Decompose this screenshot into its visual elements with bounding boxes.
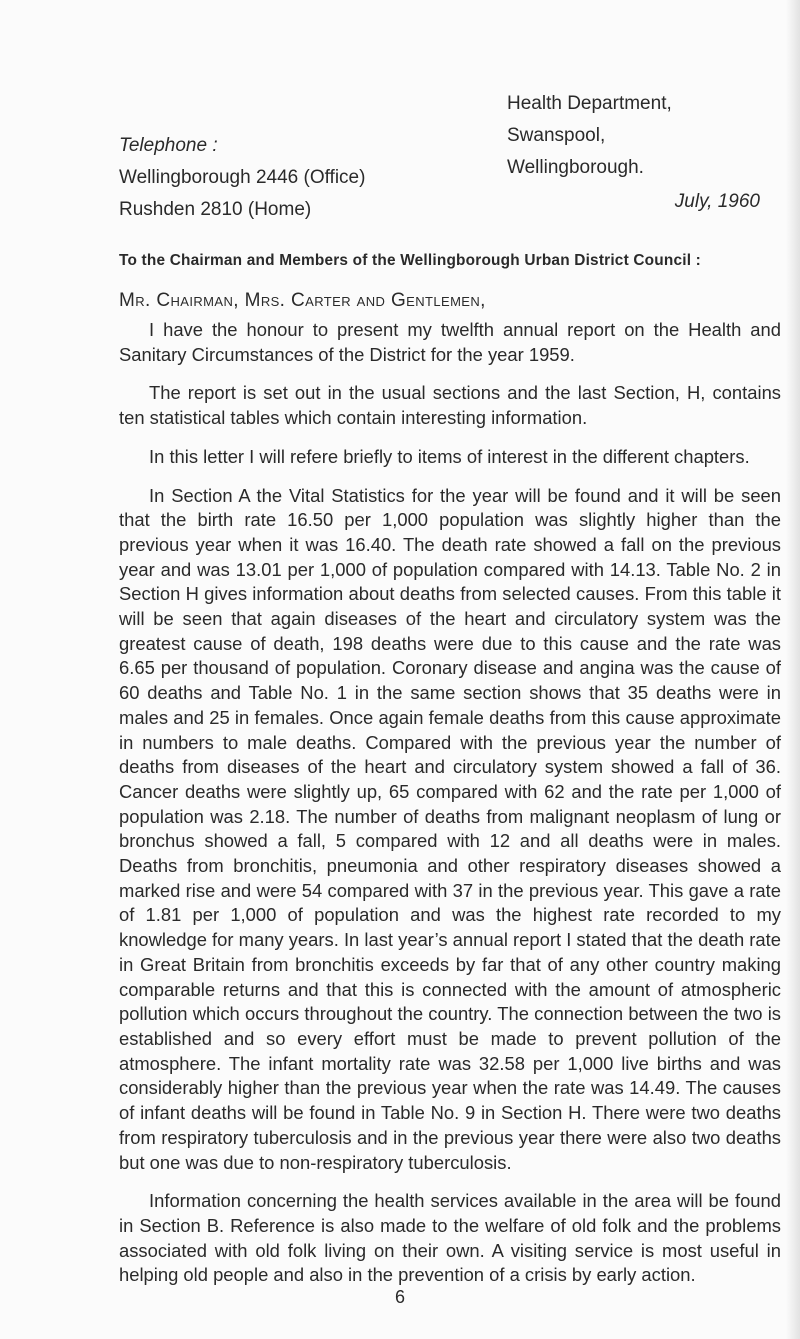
sender-address-block — [507, 88, 760, 218]
paragraph: Information concerning the health services available in the area will be found in Section B. Reference is also made to the welfare of old folk and the problems associated with old folk living on their own. A visiting service is most useful in helping old people and also in the prevention of a crisis by early action. — [119, 1190, 781, 1286]
page-number: 6 — [394, 1287, 405, 1307]
telephone-block — [119, 130, 365, 226]
paragraph: The report is set out in the usual sections and the last Section, H, contains ten statistical tables which contain interesting information. — [119, 382, 781, 429]
greeting-line: Mr. Chairman, Mrs. Carter and Gentlemen, — [119, 290, 486, 311]
telephone-label: Telephone : — [119, 135, 218, 156]
paragraph: In Section A the Vital Statistics for the year will be found and it will be seen that the birth rate 16.50 per 1,000 population was slightly higher than the previous year when it was 16.40. The death rate showed a fall on the previous year and was 13.01 per 1,000 of population compared with 14.13. Table No. 2 in Section H gives information about deaths from selected causes. From this table it will be seen that again diseases of the heart and circulatory system was the greatest cause of death, 198 deaths were due to this cause and the rate was 6.65 per thousand of population. Coronary disease and angina was the cause of 60 deaths and Table No. 1 in the same section shows that 35 deaths were in males and 25 in females. Once again female deaths from this cause approximate in numbers to male deaths. Compared with the previous year the number of deaths from diseases of the heart and circulatory system showed a fall of 36. Cancer deaths were slightly up, 65 compared with 62 and the rate per 1,000 of population was 2.18. The number of deaths from malignant neoplasm of lung or bronchus showed a fall, 5 compared with 12 and all deaths were in males. Deaths from bronchitis, pneumonia and other respiratory diseases showed a marked rise and were 54 compared with 37 in the previous year. This gave a rate of 1.81 per 1,000 of population and was the highest rate recorded to my knowledge for many years. In last year’s annual report I stated that the death rate in Great Britain from bronchitis exceeds by far that of any other country making comparable returns and that this is connected with the amount of atmospheric pollution which occurs throughout the country. The connection between the two is established and so every effort must be made to prevent pollution of the atmosphere. The infant mortality rate was 32.58 per 1,000 live births and was considerably higher than the previous year when the rate was 14.49. The causes of infant deaths will be found in Table No. 9 in Section H. There were two deaths from respiratory tuberculosis and in the previous year there were also two deaths but one was due to non-respiratory tuberculosis. — [119, 484, 781, 1173]
paragraph: In this letter I will refere briefly to items of interest in the different chapters. — [149, 445, 750, 467]
letter-body — [119, 318, 781, 1302]
address-line-1: Health Department, — [507, 93, 672, 114]
paragraph: I have the honour to present my twelfth annual report on the Health and Sanitary Circumstances of the District for the year 1959. — [119, 319, 781, 365]
address-line-2: Swanspool, — [507, 125, 606, 146]
letter-date: July, 1960 — [674, 191, 760, 212]
page-edge-shadow — [786, 0, 800, 1339]
telephone-office: Wellingborough 2446 (Office) — [119, 167, 366, 188]
address-line-3: Wellingborough. — [507, 157, 644, 178]
telephone-home: Rushden 2810 (Home) — [119, 199, 312, 220]
salutation-heading: To the Chairman and Members of the Wellingborough Urban District Council : — [119, 252, 701, 269]
